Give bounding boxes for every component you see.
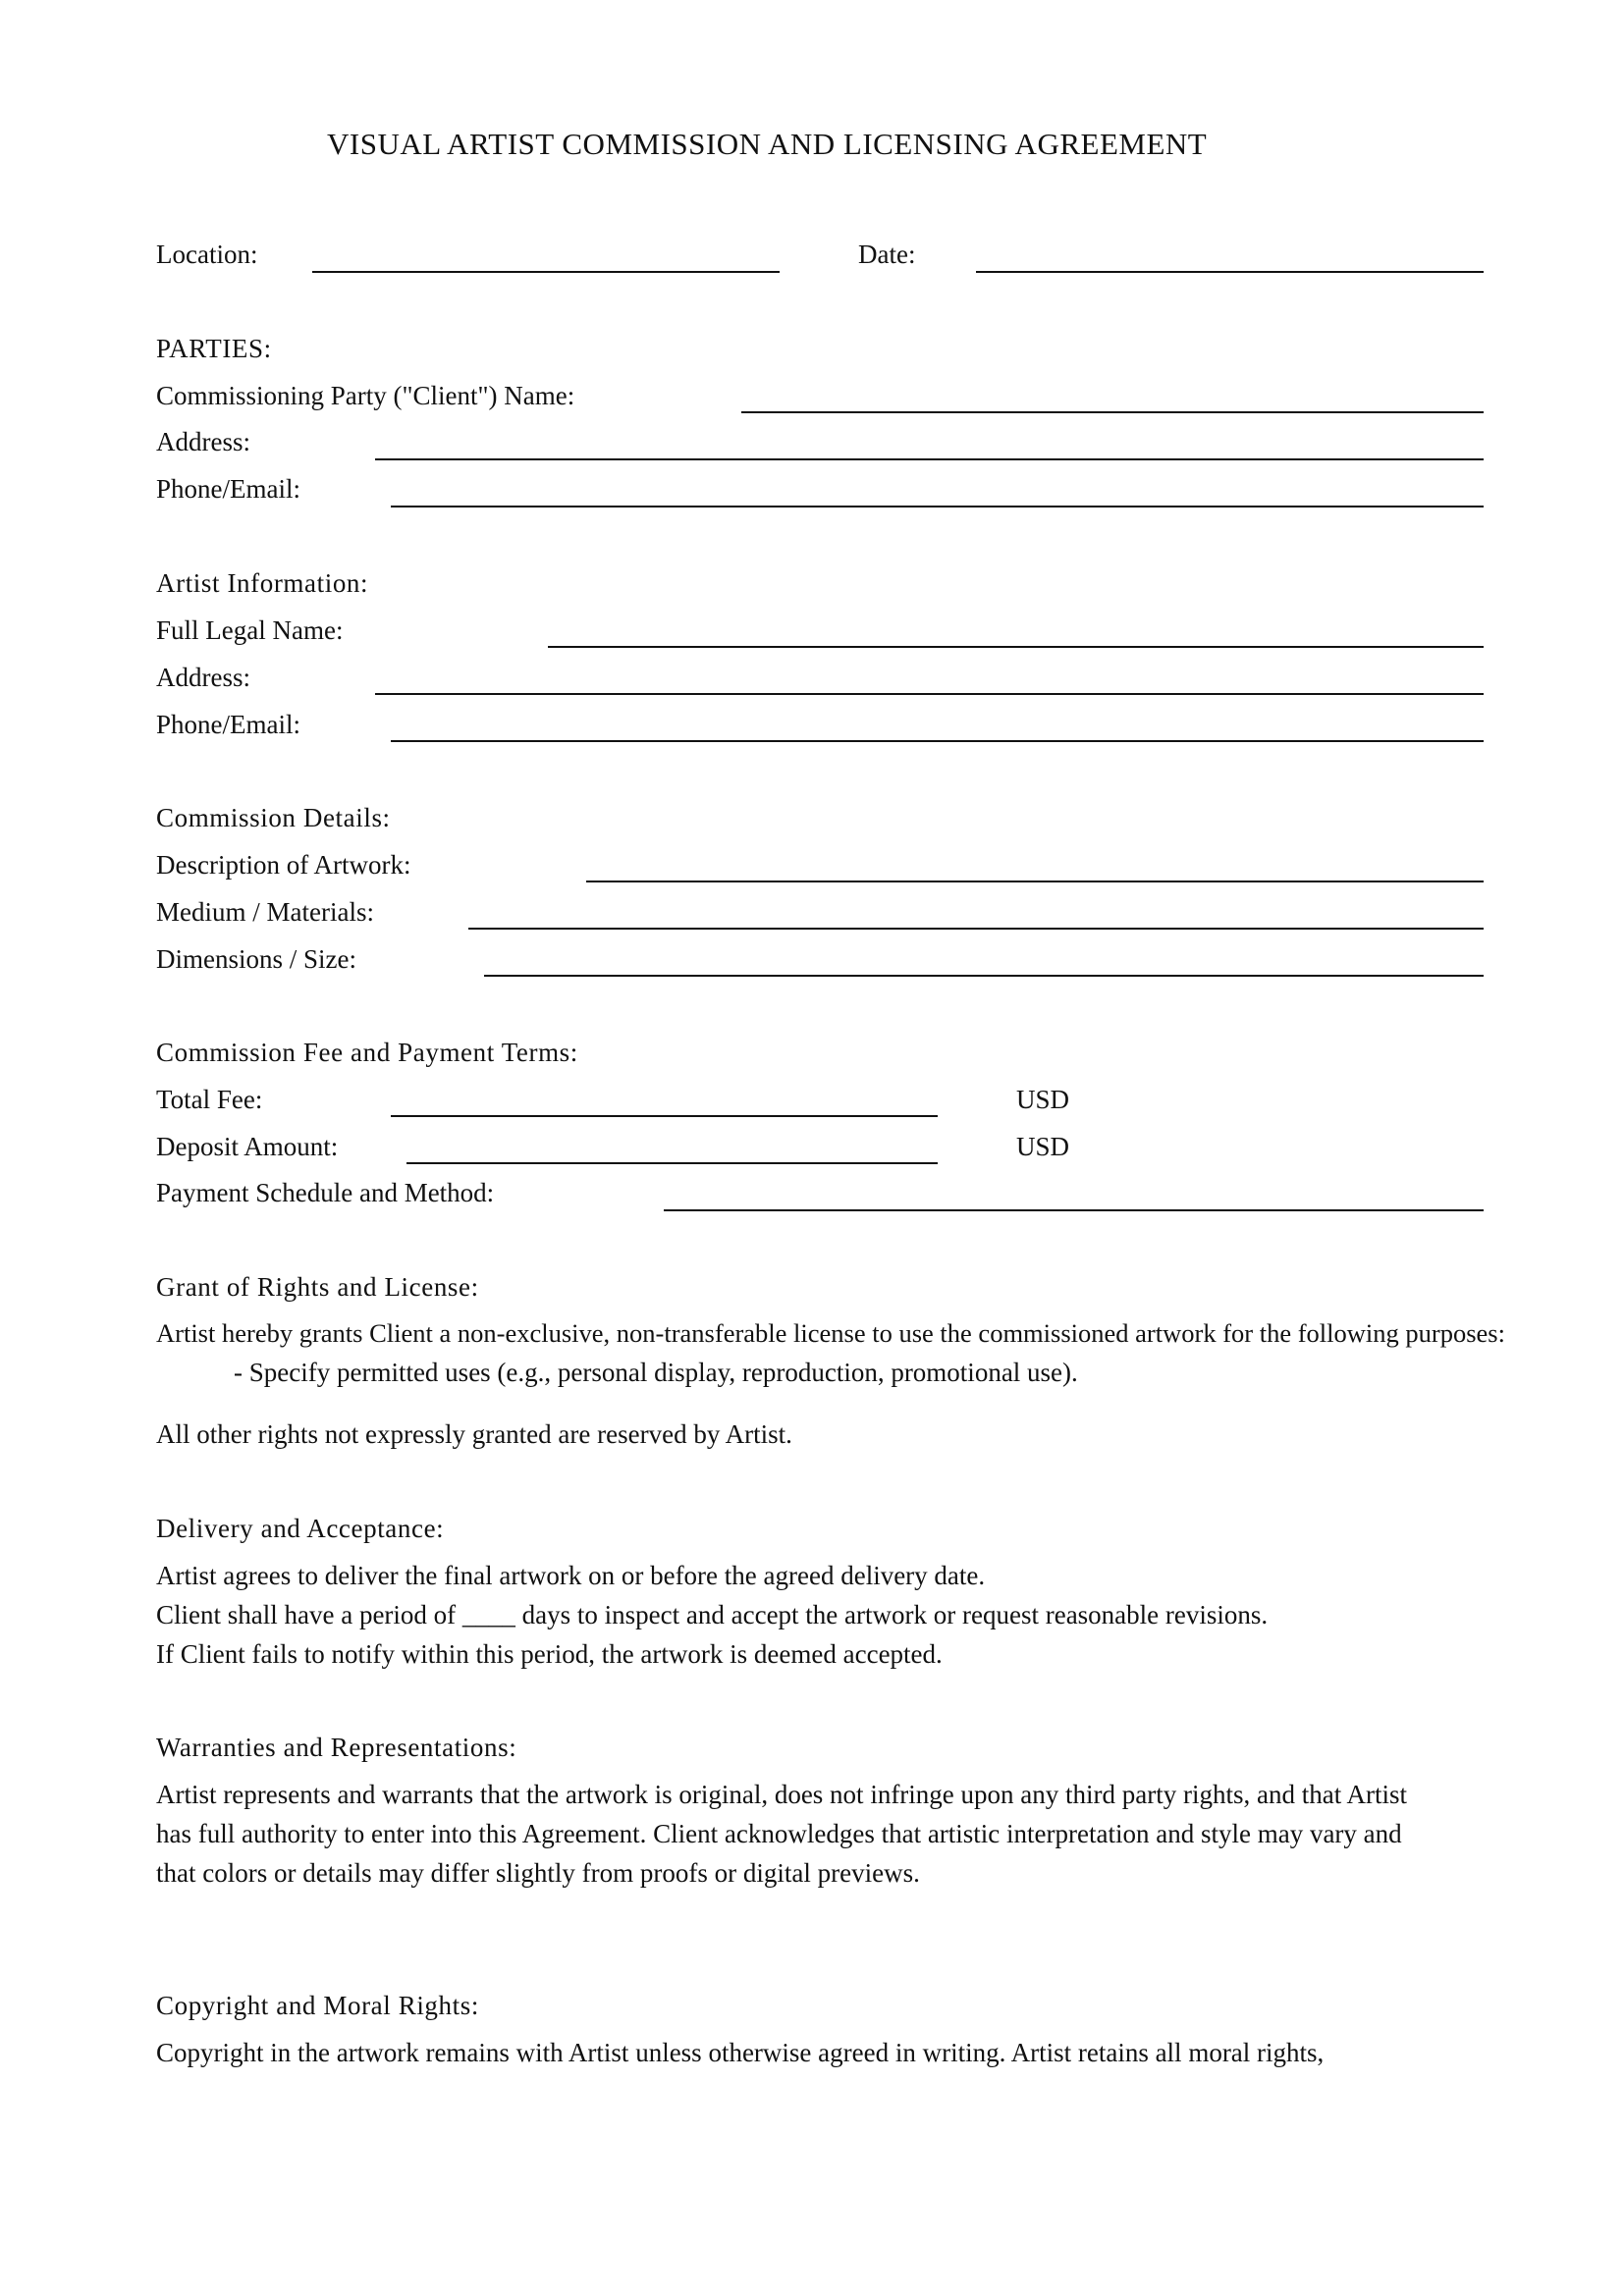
client-name-field[interactable] bbox=[741, 411, 1484, 413]
payment-heading: Commission Fee and Payment Terms: bbox=[156, 1038, 578, 1067]
total-fee-field[interactable] bbox=[391, 1115, 938, 1117]
artist-address-field[interactable] bbox=[375, 693, 1484, 695]
artist-address-label: Address: bbox=[156, 663, 250, 692]
deposit-currency: USD bbox=[1016, 1132, 1070, 1161]
rights-permitted-uses: - Specify permitted uses (e.g., personal display, reproduction, promotional use). bbox=[234, 1358, 1078, 1387]
location-label: Location: bbox=[156, 240, 258, 269]
copyright-heading: Copyright and Moral Rights: bbox=[156, 1991, 479, 2020]
rights-heading: Grant of Rights and License: bbox=[156, 1272, 479, 1302]
copyright-line-1: Copyright in the artwork remains with Artist unless otherwise agreed in writing. Artist retains all moral rights, bbox=[156, 2038, 1325, 2067]
artist-full-name-field[interactable] bbox=[548, 646, 1484, 648]
artist-phone-email-label: Phone/Email: bbox=[156, 710, 300, 739]
warranties-line-1: Artist represents and warrants that the artwork is original, does not infringe upon any third party rights, and that Artist bbox=[156, 1780, 1407, 1809]
artist-full-name-label: Full Legal Name: bbox=[156, 615, 344, 645]
artist-heading: Artist Information: bbox=[156, 568, 369, 598]
warranties-line-3: that colors or details may differ slightly from proofs or digital previews. bbox=[156, 1858, 920, 1888]
medium-label: Medium / Materials: bbox=[156, 897, 374, 927]
medium-field[interactable] bbox=[468, 928, 1484, 930]
deposit-label: Deposit Amount: bbox=[156, 1132, 339, 1161]
parties-heading: PARTIES: bbox=[156, 334, 272, 363]
deposit-field[interactable] bbox=[406, 1162, 938, 1164]
delivery-line-1: Artist agrees to deliver the final artwork on or before the agreed delivery date. bbox=[156, 1561, 986, 1590]
payment-schedule-label: Payment Schedule and Method: bbox=[156, 1178, 495, 1207]
client-address-label: Address: bbox=[156, 427, 250, 456]
commission-heading: Commission Details: bbox=[156, 803, 391, 832]
delivery-line-3: If Client fails to notify within this period, the artwork is deemed accepted. bbox=[156, 1639, 943, 1669]
delivery-heading: Delivery and Acceptance: bbox=[156, 1514, 445, 1543]
artwork-description-label: Description of Artwork: bbox=[156, 850, 411, 880]
warranties-line-2: has full authority to enter into this Agreement. Client acknowledges that artistic interpretation and style may vary and bbox=[156, 1819, 1402, 1848]
date-label: Date: bbox=[858, 240, 916, 269]
payment-schedule-field[interactable] bbox=[664, 1209, 1484, 1211]
dimensions-field[interactable] bbox=[484, 975, 1484, 977]
warranties-heading: Warranties and Representations: bbox=[156, 1733, 517, 1762]
date-field[interactable] bbox=[976, 271, 1484, 273]
location-field[interactable] bbox=[312, 271, 780, 273]
client-address-field[interactable] bbox=[375, 458, 1484, 460]
client-name-label: Commissioning Party ("Client") Name: bbox=[156, 381, 575, 410]
dimensions-label: Dimensions / Size: bbox=[156, 944, 356, 974]
document-title: VISUAL ARTIST COMMISSION AND LICENSING AGREEMENT bbox=[327, 127, 1208, 161]
total-fee-currency: USD bbox=[1016, 1085, 1070, 1114]
artwork-description-field[interactable] bbox=[586, 881, 1484, 882]
artist-phone-email-field[interactable] bbox=[391, 740, 1484, 742]
client-phone-email-field[interactable] bbox=[391, 506, 1484, 507]
delivery-line-2: Client shall have a period of ____ days to inspect and accept the artwork or request reasonable revisions. bbox=[156, 1600, 1269, 1629]
rights-reserved: All other rights not expressly granted are reserved by Artist. bbox=[156, 1419, 792, 1449]
rights-paragraph: Artist hereby grants Client a non-exclusive, non-transferable license to use the commissioned artwork for the following purposes: bbox=[156, 1318, 1505, 1348]
client-phone-email-label: Phone/Email: bbox=[156, 474, 300, 504]
total-fee-label: Total Fee: bbox=[156, 1085, 263, 1114]
